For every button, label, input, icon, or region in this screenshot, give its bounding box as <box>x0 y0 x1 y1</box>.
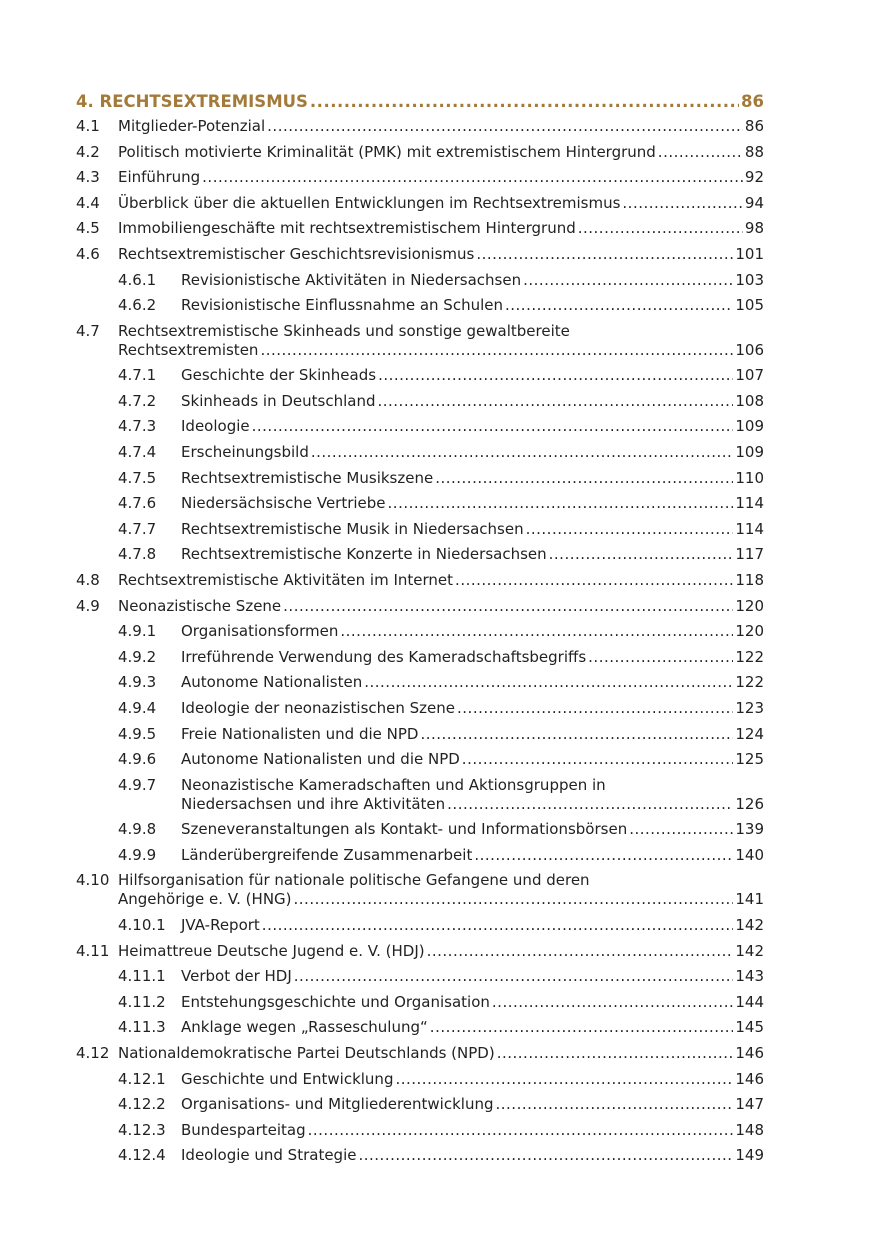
entry-number: 4.3 <box>76 168 100 187</box>
entry-page: 147 <box>735 1095 764 1114</box>
entry-page: 86 <box>744 117 764 135</box>
entry-title: Politisch motivierte Kriminalität (PMK) mit extremistischem Hintergrund <box>118 142 656 161</box>
toc-entry[interactable] <box>76 245 764 271</box>
dot-leader <box>496 1095 734 1113</box>
entry-title: Rechtsextremistische Musik in Niedersachsen <box>181 519 524 538</box>
entry-number: 4.7.4 <box>118 443 157 462</box>
toc-entry[interactable] <box>76 443 764 469</box>
toc-entry[interactable] <box>76 194 764 220</box>
toc-entry[interactable] <box>76 545 764 571</box>
entry-number: 4.7.3 <box>118 417 157 436</box>
entry-title: Revisionistische Einflussnahme an Schulen <box>181 296 503 315</box>
dot-leader <box>377 392 733 410</box>
dot-leader <box>457 699 733 717</box>
entry-page: 123 <box>735 698 764 717</box>
entry-number: 4.9.7 <box>118 775 157 794</box>
entry-title: Freie Nationalisten und die NPD <box>181 724 419 743</box>
entry-page: 88 <box>744 142 764 161</box>
toc-entry[interactable] <box>76 776 764 821</box>
toc-entry[interactable] <box>76 993 764 1019</box>
dot-leader <box>294 890 734 908</box>
entry-number: 4.7.1 <box>118 366 157 385</box>
toc-entry[interactable] <box>76 392 764 418</box>
dot-leader <box>474 846 733 864</box>
entry-number: 4.6.1 <box>118 270 157 289</box>
dot-leader <box>462 750 734 768</box>
entry-title-continued: Angehörige e. V. (HNG) <box>118 890 292 909</box>
entry-number: 4.7.5 <box>118 468 157 487</box>
dot-leader <box>505 296 733 314</box>
chapter-page: 86 <box>741 92 764 111</box>
entry-number: 4.8 <box>76 571 100 589</box>
entry-page: 149 <box>735 1146 764 1165</box>
entry-title: Mitglieder-Potenzial <box>118 117 266 135</box>
entry-number: 4.11 <box>76 941 110 960</box>
toc-heading[interactable] <box>76 92 764 117</box>
entry-page: 122 <box>735 647 764 666</box>
toc-entry[interactable] <box>76 271 764 297</box>
entry-page: 146 <box>735 1069 764 1088</box>
toc-entry[interactable] <box>76 750 764 776</box>
entry-page: 124 <box>735 724 764 743</box>
dot-leader <box>526 520 734 538</box>
dot-leader <box>283 597 733 615</box>
dot-leader <box>310 92 739 111</box>
entry-title: Hilfsorganisation für nationale politische Gefangene und deren <box>118 871 590 890</box>
entry-number: 4.7.6 <box>118 494 157 513</box>
entry-page: 114 <box>735 494 764 513</box>
entry-title: Szeneveranstaltungen als Kontakt- und Informationsbörsen <box>181 820 628 839</box>
entry-number: 4.9.5 <box>118 724 157 743</box>
dot-leader <box>435 469 733 487</box>
toc-entry[interactable] <box>76 673 764 699</box>
entry-title: Geschichte der Skinheads <box>181 366 377 385</box>
entry-number: 4.7 <box>76 321 100 340</box>
entry-title: Nationaldemokratische Partei Deutschlands (NPD) <box>118 1043 495 1062</box>
dot-leader <box>340 622 733 640</box>
dot-leader <box>252 417 734 435</box>
dot-leader <box>455 571 733 589</box>
dot-leader <box>260 341 733 359</box>
chapter-title: 4. RECHTSEXTREMISMUS <box>76 92 308 111</box>
toc-entry[interactable] <box>76 942 764 968</box>
dot-leader <box>622 194 743 212</box>
toc-entry[interactable] <box>76 846 764 872</box>
dot-leader <box>308 1121 734 1139</box>
entry-page: 98 <box>744 219 764 238</box>
toc-entry[interactable] <box>76 820 764 846</box>
entry-number: 4.9.4 <box>118 698 157 717</box>
toc-entry[interactable] <box>76 967 764 993</box>
entry-number: 4.12 <box>76 1043 110 1062</box>
dot-leader <box>358 1146 733 1164</box>
entry-page: 106 <box>735 340 764 359</box>
entry-title: Rechtsextremistische Konzerte in Niedersachsen <box>181 545 547 564</box>
dot-leader <box>497 1044 734 1062</box>
entry-number: 4.12.3 <box>118 1120 166 1139</box>
entry-number: 4.12.2 <box>118 1095 166 1114</box>
entry-page: 145 <box>735 1018 764 1037</box>
dot-leader <box>420 725 733 743</box>
entry-number: 4.1 <box>76 117 100 135</box>
toc-entry[interactable] <box>76 1018 764 1044</box>
toc-entry[interactable] <box>76 571 764 597</box>
entry-number: 4.6 <box>76 244 100 263</box>
entry-page: 122 <box>735 673 764 692</box>
toc-entry[interactable] <box>76 322 764 367</box>
dot-leader <box>378 366 733 384</box>
toc-entry[interactable] <box>76 648 764 674</box>
entry-page: 107 <box>735 366 764 385</box>
dot-leader <box>427 942 734 960</box>
entry-number: 4.12.4 <box>118 1146 166 1165</box>
entry-title: Einführung <box>118 168 201 187</box>
entry-title: Ideologie und Strategie <box>181 1146 357 1165</box>
toc-entry[interactable] <box>76 1121 764 1147</box>
toc-entry[interactable] <box>76 296 764 322</box>
entry-number: 4.9.3 <box>118 673 157 692</box>
entry-title: Heimattreue Deutsche Jugend e. V. (HDJ) <box>118 941 425 960</box>
entry-page: 109 <box>735 417 764 436</box>
entry-page: 141 <box>735 890 764 909</box>
entry-page: 148 <box>735 1120 764 1139</box>
entry-title: Autonome Nationalisten <box>181 673 363 692</box>
entry-title: Rechtsextremistischer Geschichtsrevisionismus <box>118 244 475 263</box>
toc-entry[interactable] <box>76 597 764 623</box>
entry-number: 4.11.1 <box>118 967 166 986</box>
entry-page: 103 <box>735 270 764 289</box>
entry-title: Rechtsextremistische Musikszene <box>181 468 434 487</box>
toc-entry[interactable] <box>76 871 764 916</box>
dot-leader <box>658 143 743 161</box>
entry-title: Überblick über die aktuellen Entwicklungen im Rechtsextremismus <box>118 193 621 212</box>
entry-title: Irreführende Verwendung des Kameradschaftsbegriffs <box>181 647 587 666</box>
toc-entry[interactable] <box>76 916 764 942</box>
entry-title: Ideologie der neonazistischen Szene <box>181 698 456 717</box>
entry-number: 4.9.8 <box>118 820 157 839</box>
entry-page: 108 <box>735 391 764 410</box>
toc-entry[interactable] <box>76 699 764 725</box>
entry-title: Niedersächsische Vertriebe <box>181 494 386 513</box>
entry-number: 4.9.1 <box>118 622 157 641</box>
entry-number: 4.7.8 <box>118 545 157 564</box>
entry-number: 4.12.1 <box>118 1069 166 1088</box>
entry-title: Organisationsformen <box>181 622 339 641</box>
entry-number: 4.9.9 <box>118 845 157 864</box>
entry-number: 4.2 <box>76 142 100 161</box>
toc-entry[interactable] <box>76 417 764 443</box>
toc-entry[interactable] <box>76 366 764 392</box>
entry-title: Bundesparteitag <box>181 1120 306 1139</box>
entry-number: 4.6.2 <box>118 296 157 315</box>
entry-number: 4.10 <box>76 871 110 890</box>
entry-page: 126 <box>735 794 764 813</box>
entry-title: Revisionistische Aktivitäten in Niedersachsen <box>181 270 522 289</box>
entry-page: 143 <box>735 967 764 986</box>
entry-title-continued: Rechtsextremisten <box>118 340 259 359</box>
entry-title: Länderübergreifende Zusammenarbeit <box>181 845 473 864</box>
toc-entry[interactable] <box>76 622 764 648</box>
toc-entries <box>76 117 764 1172</box>
table-of-contents <box>76 92 764 1172</box>
entry-page: 101 <box>735 244 764 263</box>
toc-entry[interactable] <box>76 520 764 546</box>
entry-title: Geschichte und Entwicklung <box>181 1069 394 1088</box>
dot-leader <box>492 993 733 1011</box>
entry-page: 125 <box>735 750 764 769</box>
dot-leader <box>523 271 733 289</box>
entry-title: Neonazistische Szene <box>118 596 282 615</box>
entry-number: 4.7.7 <box>118 519 157 538</box>
entry-title: Autonome Nationalisten und die NPD <box>181 750 460 769</box>
entry-number: 4.11.3 <box>118 1018 166 1037</box>
entry-page: 120 <box>735 596 764 615</box>
entry-page: 142 <box>735 941 764 960</box>
dot-leader <box>388 494 734 512</box>
entry-page: 105 <box>735 296 764 315</box>
entry-title: Skinheads in Deutschland <box>181 391 376 410</box>
entry-page: 142 <box>735 915 764 934</box>
entry-title: Erscheinungsbild <box>181 443 309 462</box>
dot-leader <box>262 916 734 934</box>
dot-leader <box>395 1070 733 1088</box>
dot-leader <box>447 795 733 813</box>
dot-leader <box>629 820 733 838</box>
entry-title: Ideologie <box>181 417 250 436</box>
entry-number: 4.7.2 <box>118 391 157 410</box>
entry-number: 4.11.2 <box>118 992 166 1011</box>
entry-title: Entstehungsgeschichte und Organisation <box>181 992 490 1011</box>
dot-leader <box>476 245 733 263</box>
entry-page: 139 <box>735 820 764 839</box>
entry-page: 94 <box>744 193 764 212</box>
entry-page: 117 <box>735 545 764 564</box>
toc-entry[interactable] <box>76 1095 764 1121</box>
entry-title: JVA-Report <box>181 915 260 934</box>
toc-entry[interactable] <box>76 117 764 143</box>
entry-number: 4.9 <box>76 596 100 615</box>
entry-page: 118 <box>735 571 764 589</box>
toc-entry[interactable] <box>76 1044 764 1070</box>
entry-number: 4.9.6 <box>118 750 157 769</box>
toc-entry[interactable] <box>76 1146 764 1172</box>
entry-page: 114 <box>735 519 764 538</box>
entry-page: 109 <box>735 443 764 462</box>
dot-leader <box>364 673 733 691</box>
entry-title: Organisations- und Mitgliederentwicklung <box>181 1095 494 1114</box>
toc-entry[interactable] <box>76 469 764 495</box>
dot-leader <box>202 168 743 186</box>
entry-title: Verbot der HDJ <box>181 967 292 986</box>
entry-title: Rechtsextremistische Skinheads und sonstige gewaltbereite <box>118 321 570 340</box>
dot-leader <box>588 648 733 666</box>
entry-page: 110 <box>735 468 764 487</box>
dot-leader <box>267 117 743 135</box>
entry-page: 120 <box>735 622 764 641</box>
entry-page: 92 <box>744 168 764 187</box>
entry-title-continued: Niedersachsen und ihre Aktivitäten <box>181 794 446 813</box>
entry-title: Immobiliengeschäfte mit rechtsextremistischem Hintergrund <box>118 219 576 238</box>
toc-entry[interactable] <box>76 168 764 194</box>
entry-title: Rechtsextremistische Aktivitäten im Internet <box>118 571 454 589</box>
dot-leader <box>294 967 734 985</box>
entry-number: 4.9.2 <box>118 647 157 666</box>
entry-page: 140 <box>735 845 764 864</box>
entry-title: Anklage wegen „Rasseschulung“ <box>181 1018 428 1037</box>
entry-title: Neonazistische Kameradschaften und Aktionsgruppen in <box>181 775 606 794</box>
entry-page: 146 <box>735 1043 764 1062</box>
dot-leader <box>311 443 734 461</box>
entry-number: 4.4 <box>76 193 100 212</box>
dot-leader <box>430 1018 734 1036</box>
toc-entry[interactable] <box>76 725 764 751</box>
toc-entry[interactable] <box>76 219 764 245</box>
toc-entry[interactable] <box>76 494 764 520</box>
entry-number: 4.5 <box>76 219 100 238</box>
toc-entry[interactable] <box>76 143 764 169</box>
dot-leader <box>578 219 743 237</box>
entry-page: 144 <box>735 992 764 1011</box>
toc-entry[interactable] <box>76 1070 764 1096</box>
entry-number: 4.10.1 <box>118 915 166 934</box>
dot-leader <box>549 545 734 563</box>
